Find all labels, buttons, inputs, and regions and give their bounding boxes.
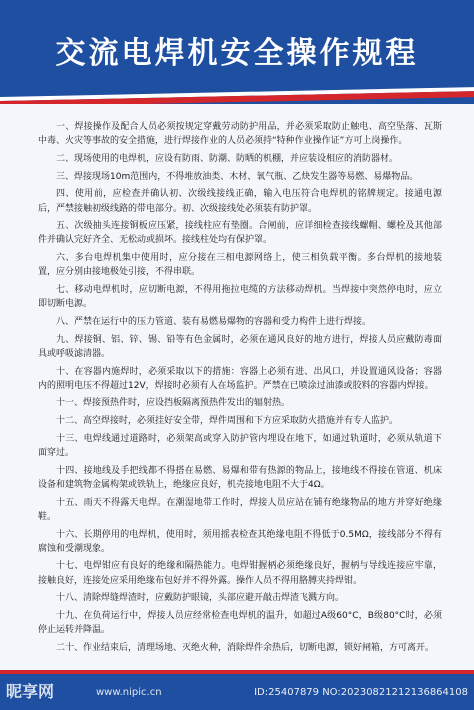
rule-item: 七、移动电焊机时，应切断电源，不得用拖拉电缆的方法移动焊机。当焊接中突然停电时，应立即切断电源。	[38, 285, 442, 310]
rule-item: 八、严禁在运行中的压力管道、装有易燃易爆物的容器和受力构件上进行焊接。	[56, 316, 372, 327]
rule-item: 十九、在负荷运行中，焊接人员应经常检查电焊机的温升，如超过A级60°C，B级80°C时，必须停止运转并降温。	[38, 611, 442, 636]
watermark-url: www.nipic.cn	[96, 687, 162, 698]
rule-item: 三、焊接现场10m范围内，不得堆放油类、木材、氧气瓶、乙炔发生器等易燃、易爆物品。	[56, 171, 419, 182]
page-title: 交流电焊机安全操作规程	[55, 36, 419, 71]
rule-item: 二、现场使用的电焊机，应设有防雨、防潮、防晒的机棚，并应装设相应的消防器材。	[56, 153, 399, 164]
rule-item: 十、在容器内施焊时，必须采取以下的措施：容器上必须有进、出风口，并设置通风设备；容器内的照明电压不得超过12V，焊接时必须有人在场监护。严禁在已喷涂过油漆或胶料的容器内焊接。	[38, 366, 442, 391]
watermark-logo: 昵享网	[6, 682, 55, 701]
header-banner	[0, 0, 474, 104]
rule-item: 十四、接地线及手把线都不得搭在易燃、易爆和带有热源的物品上，接地线不得接在管道、机床设备和建筑物金属构架或铁轨上，绝缘应良好，机壳接地电阻不大于4Ω。	[38, 465, 442, 490]
rule-item: 十五、雨天不得露天电焊。在潮湿地带工作时，焊接人员应站在铺有绝缘物品的地方并穿好绝缘鞋。	[38, 497, 442, 522]
rule-item: 十六、长期停用的电焊机，使用时，须用摇表检查其绝缘电阻不得低于0.5MΩ，接线部分不得有腐蚀和受潮现象。	[38, 529, 442, 554]
rule-item: 十三、电焊线通过道路时，必须架高或穿入防护管内埋设在地下，如通过轨道时，必须从轨道下面穿过。	[38, 433, 442, 459]
rule-item: 九、焊接铜、铝、锌、锡、铅等有色金属时，必须在通风良好的地方进行，焊接人员应戴防毒面具或呼吸滤清器。	[38, 334, 442, 359]
rule-item: 五、次级抽头连接铜板应压紧，接线柱应有垫圈。合闸前，应详细检查接线螺帽、螺栓及其他部件并确认完好齐全、无松动或损坏。接线柱处均有保护罩。	[38, 221, 442, 246]
footer-banner	[0, 674, 474, 710]
rules-list	[38, 120, 442, 659]
rule-item: 一、焊接操作及配合人员必须按规定穿戴劳动防护用品，并必须采取防止触电、高空坠落、瓦斯中毒、火灾等事故的安全措施，进行焊接作业的人员必须持“特种作业操作证”方可上岗操作。	[38, 122, 442, 147]
rule-item: 四、使用前，应检查并确认初、次级线接线正确，输入电压符合电焊机的铭牌规定。接通电源后，严禁接触初级线路的带电部分。初、次级接线处必须装有防护罩。	[38, 189, 442, 214]
watermark-id: ID:25407879 NO:20230821212136864108	[254, 687, 468, 698]
rule-item: 十一、焊接预热件时，应设挡板隔离预热件发出的辐射热。	[56, 398, 291, 409]
rule-item: 十二、高空焊接时，必须挂好安全带，焊件周围和下方应采取防火措施并有专人监护。	[56, 416, 399, 427]
rule-item: 六、多台电焊机集中使用时，应分接在三相电源网络上，使三相负载平衡。多台焊机的接地装置，应分别由接地极处引接，不得串联。	[38, 253, 442, 278]
rule-item: 十七、电焊钳应有良好的绝缘和隔热能力。电焊钳握柄必须绝缘良好，握柄与导线连接应牢靠，接触良好，连接处应采用绝缘布包好并不得外露。操作人员不得用胳膊夹持焊钳。	[38, 561, 442, 586]
rule-item: 十八、清除焊缝焊渣时，应戴防护眼镜，头部应避开敲击焊渣飞溅方向。	[56, 593, 345, 604]
rule-item: 二十、作业结束后，清理场地、灭绝火种，消除焊件余热后，切断电源，锁好闸箱，方可离开。	[56, 643, 435, 653]
